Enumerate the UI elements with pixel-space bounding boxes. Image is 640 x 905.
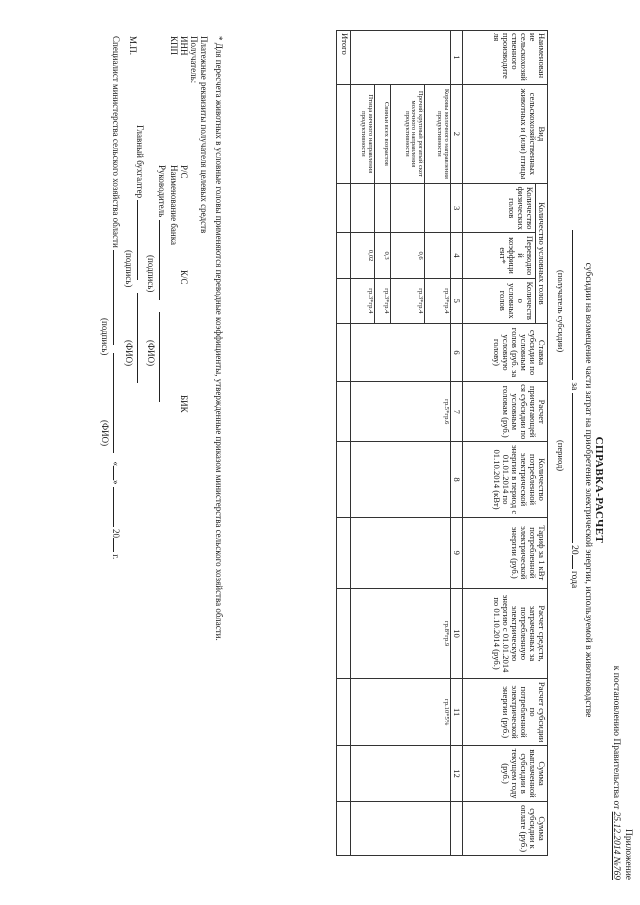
bank-label: Наименование банка xyxy=(169,165,179,245)
col-num-9: 9 xyxy=(450,517,462,588)
col-num-6: 6 xyxy=(450,323,462,381)
col-header-subsidy-heads: Расчет причитающейся субсидии по условным головам (руб.) xyxy=(462,382,547,442)
producer-cell[interactable] xyxy=(350,31,450,85)
specialist-signature-caption: (подпись) xyxy=(100,318,110,356)
footnote: * Для пересчета животных в условные головы применяются переводные коэффициенты, утвержденные приказом министерства сельского хозяйства области. xyxy=(214,36,224,641)
col-header-rate: Ставка субсидии по условным голов (руб. за условную голову) xyxy=(462,323,547,381)
animal-cell: Коровы молочного направления продуктивности xyxy=(424,84,450,183)
col-header-physical: Количество физических голов xyxy=(462,183,535,233)
year-prefix: 20 xyxy=(569,545,579,555)
period-caption: (период) xyxy=(556,440,566,472)
date-day-field[interactable] xyxy=(113,466,114,480)
physical-cell[interactable] xyxy=(350,183,374,233)
tariff-cell[interactable] xyxy=(350,517,450,588)
subsidy-table xyxy=(336,30,548,856)
recipient-caption: (получатель субсидии) xyxy=(556,270,566,353)
resolution-ref xyxy=(610,500,620,880)
coefficient-cell xyxy=(424,233,450,278)
date-year-suffix: г. xyxy=(111,554,121,560)
col-num-1: 1 xyxy=(450,31,462,85)
date-close: » xyxy=(111,480,121,485)
appendix-label: Приложение xyxy=(623,829,633,880)
col-num-4: 4 xyxy=(450,233,462,278)
col-num-12: 12 xyxy=(450,746,462,802)
head-signature-caption: (подпись) xyxy=(146,255,156,293)
total-row xyxy=(336,31,350,856)
col-header-producer: Наименование сельскохозяйственного производителя xyxy=(462,31,547,85)
physical-cell[interactable] xyxy=(374,183,390,233)
accountant-signature-line xyxy=(135,125,144,545)
date-year-field[interactable] xyxy=(113,538,114,552)
specialist-fio-caption: (ФИО) xyxy=(100,420,110,447)
date-open: « xyxy=(111,461,121,467)
year-suffix: года xyxy=(569,570,579,589)
col-header-coefficient: Переводной коэффициент* xyxy=(462,233,535,278)
za-label: за xyxy=(569,382,579,391)
col-num-8: 8 xyxy=(450,442,462,517)
head-signature-field[interactable] xyxy=(159,220,160,300)
head-signature-line xyxy=(157,165,166,585)
bik-label: БИК xyxy=(179,395,189,413)
accountant-signature-caption: (подпись) xyxy=(124,250,134,288)
coefficient-cell: 0,3 xyxy=(374,233,390,278)
payee-label: Получатель: xyxy=(189,36,199,84)
col-header-to-pay: Сумма субсидии к оплате (руб.) xyxy=(462,802,547,856)
total-label: Итого xyxy=(336,31,350,85)
energy-cell[interactable] xyxy=(350,442,450,517)
document-subtitle: субсидии на возмещение части затрат на приобретение электрической энергии, используемой в животноводстве xyxy=(583,262,593,718)
rs-label: Р/С xyxy=(179,165,189,179)
period-field[interactable] xyxy=(572,393,573,543)
ks-label: К/С xyxy=(179,270,189,285)
requisites-label: Платежные реквизиты получателя целевых средств xyxy=(199,36,209,234)
animal-cell: Свиньи всех возрастов xyxy=(374,84,390,183)
col-header-energy-cost: Расчет средств, затраченных за потребленную электрическую энергию с 01.01.2014 по 01.10.2014 (руб.) xyxy=(462,588,547,678)
specialist-signature-line xyxy=(111,36,120,756)
header-row-1 xyxy=(535,31,547,856)
rate-cell[interactable] xyxy=(350,323,450,381)
accountant-signature-field[interactable] xyxy=(137,200,138,280)
head-label: Руководитель xyxy=(157,165,167,218)
formula-cell: гр.3*гр.4 xyxy=(390,278,424,323)
col-num-5: 5 xyxy=(450,278,462,323)
year-field[interactable] xyxy=(572,555,573,569)
animal-cell: Прочий крупный рогатый скот молочного направления продуктивности xyxy=(390,84,424,183)
col-header-paid: Сумма выплаченной субсидии в текущем году (руб.) xyxy=(462,746,547,802)
coefficient-cell: 0,6 xyxy=(390,233,424,278)
col-header-subsidy-energy: Расчет субсидии по потребленной электрической энергии (руб.) xyxy=(462,679,547,746)
recipient-line xyxy=(568,230,578,870)
specialist-label: Специалист министерства сельского хозяйства области xyxy=(111,36,121,248)
paid-cell[interactable] xyxy=(350,746,450,802)
col-header-tariff: Тариф за 1 кВт потребленной электрической энергии (руб.) xyxy=(462,517,547,588)
accountant-fio-caption: (ФИО) xyxy=(124,340,134,367)
date-month-field[interactable] xyxy=(113,487,114,527)
head-fio-caption: (ФИО) xyxy=(146,340,156,367)
col-num-10: 10 xyxy=(450,588,462,678)
formula-cell: гр.8*гр.9 xyxy=(350,588,450,678)
col-header-animal: Вид сельскохозяйственных животных и (или) птицы xyxy=(462,84,547,183)
document-title: СПРАВКА-РАСЧЕТ xyxy=(593,436,605,544)
recipient-field[interactable] xyxy=(572,230,573,380)
head-fio-field[interactable] xyxy=(159,312,160,402)
coefficient-cell: 0,02 xyxy=(350,233,374,278)
to-pay-cell[interactable] xyxy=(350,802,450,856)
physical-cell[interactable] xyxy=(424,183,450,233)
kpp-label: КПП xyxy=(169,36,179,56)
col-header-conditional: Количество условных голов xyxy=(462,278,535,323)
formula-cell: гр.3*гр.4 xyxy=(424,278,450,323)
accountant-label: Главный бухгалтер xyxy=(135,125,145,199)
col-num-2: 2 xyxy=(450,84,462,183)
inn-label: ИНН xyxy=(179,36,189,56)
formula-cell: гр.5*гр.6 xyxy=(350,382,450,442)
accountant-fio-field[interactable] xyxy=(137,293,138,383)
col-num-11: 11 xyxy=(450,679,462,746)
col-num-3: 3 xyxy=(450,183,462,233)
col-num-13 xyxy=(450,802,462,856)
specialist-signature-field[interactable] xyxy=(113,250,114,345)
stamp-label: М.П. xyxy=(128,36,138,56)
physical-cell[interactable] xyxy=(390,183,424,233)
formula-cell: гр.3*гр.4 xyxy=(374,278,390,323)
col-header-energy-consumed: Количество потребленной электрической энергии в период с 01.01.2014 по 01.10.2014 (кВт) xyxy=(462,442,547,517)
table-row xyxy=(424,31,450,856)
formula-cell: гр.3*гр.4 xyxy=(350,278,374,323)
specialist-fio-field[interactable] xyxy=(113,353,114,453)
date-year-prefix: 20 xyxy=(111,529,121,539)
animal-cell: Птица яичного направления продуктивности xyxy=(350,84,374,183)
col-num-7: 7 xyxy=(450,382,462,442)
column-number-row xyxy=(450,31,462,856)
resolution-ref-text: к постановлению Правительства от xyxy=(611,665,621,810)
col-header-group-conditional: Количество условных голов xyxy=(535,183,547,323)
resolution-date: 25.12.2014 №769 xyxy=(611,811,621,880)
formula-cell: гр.10*5% xyxy=(350,679,450,746)
